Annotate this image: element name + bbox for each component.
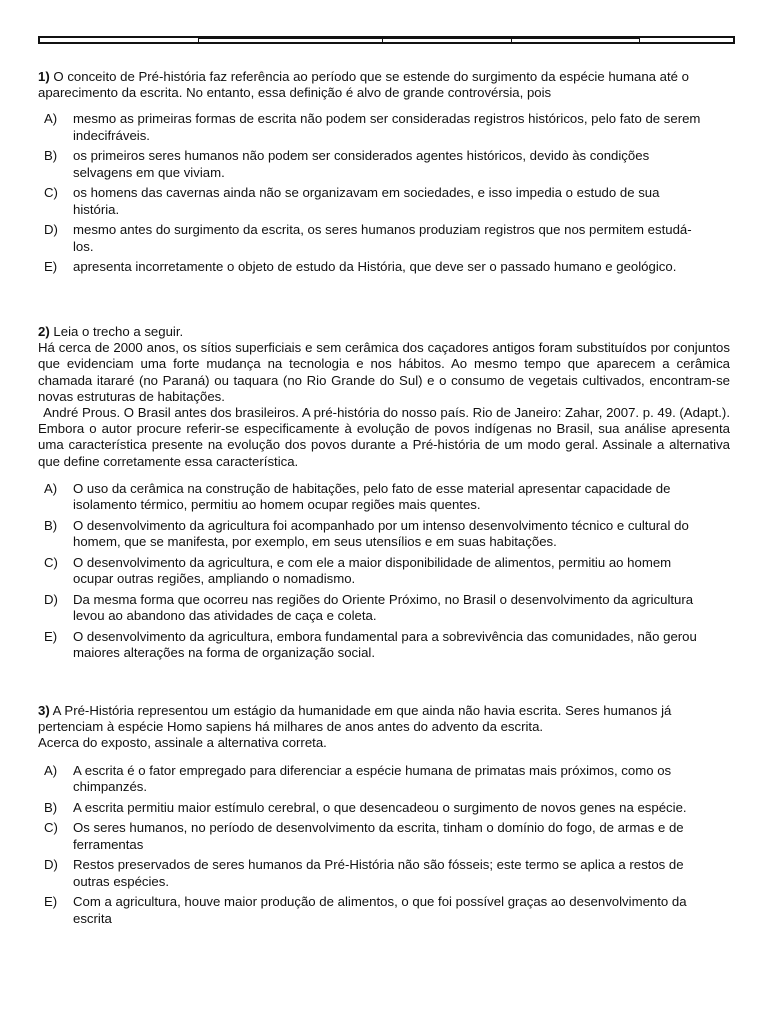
- question-2: [38, 324, 730, 666]
- question-intro-text: Leia o trecho a seguir.: [53, 324, 184, 339]
- option-letter: E): [44, 259, 58, 275]
- option-letter: E): [44, 628, 58, 644]
- option-c[interactable]: [38, 820, 730, 852]
- question-text: O conceito de Pré-história faz referência ao período que se estende do surgimento da espécie humana até o aparecimento da escrita. No entanto, essa definição é alvo de grande controvérsia, pois: [38, 69, 690, 101]
- option-letter: E): [44, 894, 58, 910]
- option-text: Com a agricultura, houve maior produção de alimentos, o que foi possível graças ao desenvolvimento da escrita: [73, 894, 687, 926]
- option-c[interactable]: [38, 185, 730, 217]
- header-table: [38, 36, 735, 44]
- option-letter: D): [44, 591, 58, 607]
- option-text: A escrita permitiu maior estímulo cerebral, o que desencadeou o surgimento de novos genes na espécie.: [73, 799, 687, 815]
- option-text: apresenta incorretamente o objeto de estudo da História, que deve ser o passado humano e geológico.: [73, 259, 677, 275]
- question-text: A Pré-História representou um estágio da humanidade em que ainda não havia escrita. Seres humanos já pertenciam à espécie Homo sapiens há milhares de anos antes do advento da escrita.: [38, 703, 672, 735]
- option-letter: B): [44, 148, 58, 164]
- option-letter: C): [44, 185, 58, 201]
- option-b[interactable]: [38, 800, 730, 816]
- question-number: 1): [38, 69, 50, 84]
- option-b[interactable]: [38, 518, 730, 550]
- option-text: Restos preservados de seres humanos da Pré-História não são fósseis; este termo se aplica a restos de outras espécies.: [73, 857, 684, 889]
- option-a[interactable]: [38, 481, 730, 513]
- option-text: Da mesma forma que ocorreu nas regiões do Oriente Próximo, no Brasil o desenvolvimento da agricultura levou ao abandono das atividades de caça e coleta.: [73, 591, 694, 624]
- option-letter: A): [44, 480, 58, 496]
- question-intro: [38, 324, 730, 340]
- option-letter: A): [44, 762, 58, 778]
- header-cell: [640, 38, 733, 42]
- option-text: mesmo antes do surgimento da escrita, os seres humanos produziam registros que nos permitem estudá-los.: [73, 222, 692, 254]
- option-a[interactable]: [38, 763, 730, 795]
- option-text: os primeiros seres humanos não podem ser considerados agentes históricos, devido às condições selvagens em que viviam.: [73, 148, 650, 180]
- excerpt-source: André Prous. O Brasil antes dos brasileiros. A pré-história do nosso país. Rio de Janeiro: Zahar, 2007. p. 49. (Adapt.).: [43, 405, 730, 421]
- option-letter: D): [44, 857, 58, 873]
- question-number: 3): [38, 703, 50, 718]
- option-text: O uso da cerâmica na construção de habitações, pelo fato de esse material apresentar capacidade de isolamento térmico, permitiu ao homem ocupar regiões mais quentes.: [73, 480, 671, 513]
- option-e[interactable]: [38, 629, 730, 661]
- options-list: [38, 763, 730, 927]
- option-d[interactable]: [38, 592, 730, 624]
- question-number: 2): [38, 324, 50, 339]
- excerpt-text: Há cerca de 2000 anos, os sítios superficiais e sem cerâmica dos caçadores antigos foram substituídos por conjuntos que evidenciam uma forte mudança na tecnologia e nos hábitos. Ao mesmo tempo que aparecem a cerâmica chamada itararé (no Paraná) ou taquara (no Rio Grande do Sul) e o consumo de vegetais cultivados, encontram-se novas estruturas de habitações.: [38, 340, 730, 404]
- option-text: A escrita é o fator empregado para diferenciar a espécie humana de primatas mais próximos, como os chimpanzés.: [73, 762, 672, 794]
- option-a[interactable]: [38, 111, 730, 143]
- option-b[interactable]: [38, 148, 730, 180]
- option-letter: C): [44, 554, 58, 570]
- question-instruction: Acerca do exposto, assinale a alternativa correta.: [38, 735, 327, 751]
- question-1: [38, 69, 730, 280]
- option-text: os homens das cavernas ainda não se organizavam em sociedades, e isso impedia o estudo de sua história.: [73, 185, 660, 217]
- header-cell: [512, 38, 640, 42]
- option-text: Os seres humanos, no período de desenvolvimento da escrita, tinham o domínio do fogo, de armas e de ferramentas: [73, 820, 684, 852]
- option-letter: D): [44, 222, 58, 238]
- question-stem: [38, 69, 730, 101]
- options-list: [38, 481, 730, 661]
- options-list: [38, 111, 730, 275]
- option-letter: A): [44, 111, 58, 127]
- option-text: O desenvolvimento da agricultura, e com ele a maior disponibilidade de alimentos, permitiu ao homem ocupar outras regiões, ampliando o nomadismo.: [73, 554, 672, 587]
- option-e[interactable]: [38, 894, 730, 926]
- option-e[interactable]: [38, 259, 730, 275]
- option-letter: C): [44, 820, 58, 836]
- option-c[interactable]: [38, 555, 730, 587]
- header-cell: [40, 38, 199, 42]
- option-d[interactable]: [38, 222, 730, 254]
- option-text: O desenvolvimento da agricultura, embora fundamental para a sobrevivência das comunidades, não gerou maiores alterações na forma de organização social.: [73, 628, 697, 661]
- option-text: O desenvolvimento da agricultura foi acompanhado por um intenso desenvolvimento técnico e cultural do homem, que se manifesta, por exemplo, em seus utensílios e em suas habitações.: [73, 517, 689, 550]
- option-letter: B): [44, 517, 58, 533]
- question-text: Embora o autor procure referir-se especificamente à evolução de povos indígenas no Brasil, sua análise apresenta uma característica presente na evolução dos povos durante a Pré-história de um modo geral. Assinale a alternativa que define corretamente essa característica.: [38, 421, 730, 469]
- header-cell: [383, 38, 512, 42]
- header-cell: [199, 38, 383, 42]
- question-stem: [38, 703, 730, 735]
- option-text: mesmo as primeiras formas de escrita não podem ser consideradas registros históricos, pelo fato de serem indecifráveis.: [73, 111, 701, 143]
- question-3: [38, 703, 730, 931]
- option-d[interactable]: [38, 857, 730, 889]
- option-letter: B): [44, 799, 58, 815]
